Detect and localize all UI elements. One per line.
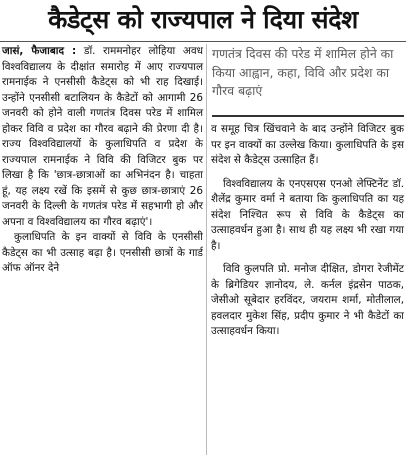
left-column	[2, 44, 203, 277]
lead-text: डॉ. राममनोहर लोहिया अवध विश्वविद्यालय के दीक्षांत समारोह में आए राज्यपाल रामनाईक ने एनसीसी कैडेट्स को भी राह दिखाई। उन्होंने एनसीसी बटालियन के कैडेटों को आगामी 26 जनवरी को होने वाली गणतंत्र दिवस परेड में शामिल होकर विवि व प्रदेश का गौरव बढ़ाने की प्रेरणा दी है। राज्य विश्वविद्यालयों के कुलाधिपति व प्रदेश के राज्यपाल रामनाईक ने विवि की विजिटर बुक पर लिखा है कि 'छात्र-छात्राओं का अभिनंदन है। चाहता हूं, यह लक्ष्य रखें कि इसमें से कुछ छात्र-छात्राएं 26 जनवरी के दिल्ली के गणतंत्र परेड में सहभागी हो और अपना व विश्वविद्यालय का गौरव बढ़ाएं'।	[2, 45, 203, 228]
headline-rule	[0, 41, 406, 42]
right-column	[211, 122, 404, 340]
column-divider	[206, 44, 207, 455]
right-paragraph-3: विवि कुलपति प्रो. मनोज दीक्षित, डोगरा रेजीमेंट के ब्रिगेडियर ज्ञानोदय, ले. कर्नल इंद्रसेन पाठक, जेसीओ सूबेदार हरविंदर, जयराम शर्मा, मोतीलाल, हवलदार मुकेश सिंह, प्रदीप कुमार ने भी कैडेटों का उत्साहवर्धन किया।	[211, 263, 404, 337]
right-paragraph-2: विश्वविद्यालय के एनएसएस एनओ लेफ्टिनेंट डॉ. शैलेंद्र कुमार वर्मा ने बताया कि कुलाधिपति का यह संदेश निश्चित रूप से विवि के कैडेट्स का उत्साहवर्धन हुआ है। साथ ही यह लक्ष्य भी रखा गया है।	[211, 177, 404, 252]
right-paragraph-1: व समूह चित्र खिंचवाने के बाद उन्होंने विजिटर बुक पर इन वाक्यों का उल्लेख किया। कुलाधिपति के इस संदेश से कैडेट्स उत्साहित हैं।	[211, 123, 404, 166]
pull-quote: गणतंत्र दिवस की परेड में शामिल होने का किया आह्वान, कहा, विवि और प्रदेश का गौरव बढ़ाएं	[212, 46, 394, 98]
lead-paragraph	[2, 44, 203, 230]
left-paragraph-2: कुलाधिपति के इन वाक्यों से विवि के एनसीसी कैडेट्स का भी उत्साह बढ़ा है। एनसीसी छात्रों के गार्ड ऑफ ऑनर देने	[2, 231, 203, 274]
dateline: जासं, फैजाबाद :	[2, 45, 77, 57]
pull-quote-rule	[212, 115, 404, 117]
headline: कैडेट्स को राज्यपाल ने दिया संदेश	[48, 5, 358, 34]
